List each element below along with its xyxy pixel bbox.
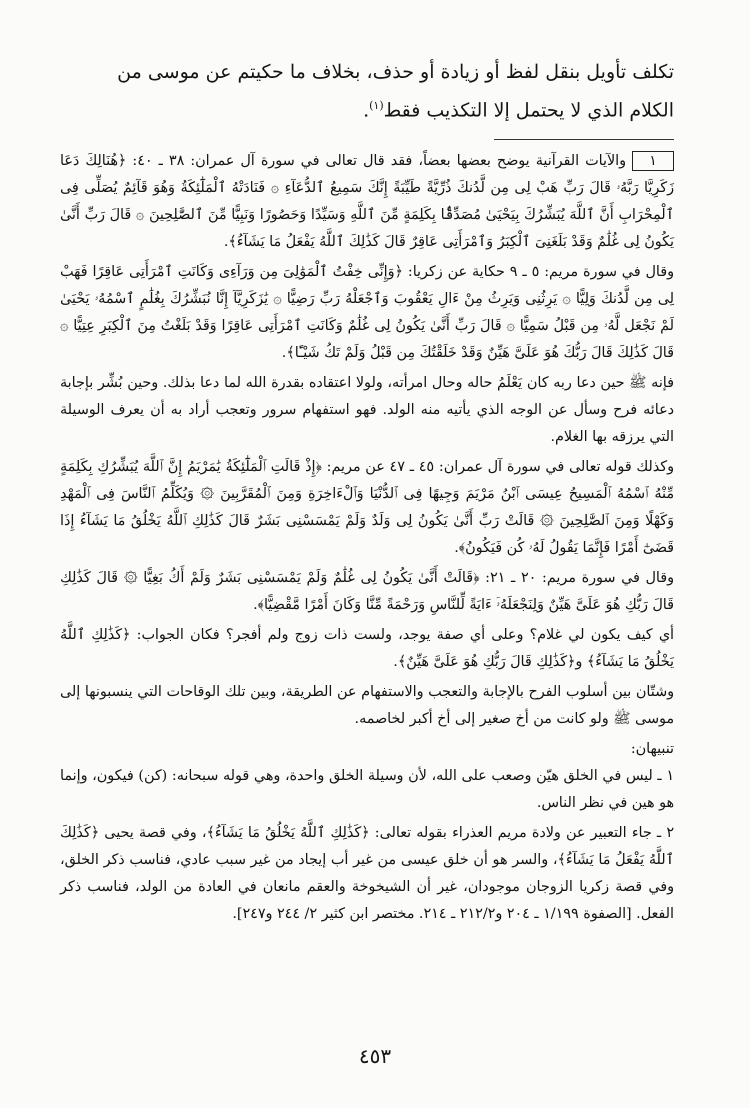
footnote-marker: (١) <box>369 99 384 112</box>
quran-verse: ﴿هُنَالِكَ دَعَا زَكَرِيَّا رَبَّهُۥ قَالَ رَبِّ هَبْ لِى مِن لَّدُنكَ ذُرِّيَّةً طَيِّبَةً إِنَّكَ سَمِيعُ ٱلدُّعَآءِ ۞ فَنَادَتْهُ ٱلْمَلَٰٓئِكَةُ وَهُوَ قَآئِمٌ يُصَلِّى فِى ٱلْمِحْرَابِ أَنَّ ٱللَّهَ يُبَشِّرُكَ بِيَحْيَىٰ مُصَدِّقًۢا بِكَلِمَةٍ مِّنَ ٱللَّهِ وَسَيِّدًا وَحَصُورًا وَنَبِيًّا مِّنَ ٱلصَّٰلِحِينَ ۞ قَالَ رَبِّ أَنَّىٰ يَكُونُ لِى غُلَٰمٌ وَقَدْ بَلَغَنِىَ ٱلْكِبَرُ وَٱمْرَأَتِى عَاقِرٌ قَالَ كَذَٰلِكَ ٱللَّهُ يَفْعَلُ مَا يَشَآءُ﴾. <box>60 153 674 251</box>
main-text <box>60 56 674 127</box>
footnote-paragraph-3: فإنه ﷺ حين دعا ربه كان يَعْلَمُ حاله وحال امرأته، ولولا اعتقاده بقدرة الله لما دعا بذلك. وحين بُشِّر بإجابة دعائه فرح وسأل عن الوجه الذي يأتيه منه الولد. فهو استفهام سرور وتعجب أراد به أن يعرف الوسيلة التي يرزقه بها الغلام. <box>60 375 674 446</box>
quran-verse: ﴿وَإِنِّى خِفْتُ ٱلْمَوَٰلِىَ مِن وَرَآءِى وَكَانَتِ ٱمْرَأَتِى عَاقِرًا فَهَبْ لِى مِن لَّدُنكَ وَلِيًّا ۞ يَرِثُنِى وَيَرِثُ مِنْ ءَالِ يَعْقُوبَ وَٱجْعَلْهُ رَبِّ رَضِيًّا ۞ يَٰزَكَرِيَّآ إِنَّا نُبَشِّرُكَ بِغُلَٰمٍ ٱسْمُهُۥ يَحْيَىٰ لَمْ نَجْعَل لَّهُۥ مِن قَبْلُ سَمِيًّا ۞ قَالَ رَبِّ أَنَّىٰ يَكُونُ لِى غُلَٰمٌ وَكَانَتِ ٱمْرَأَتِى عَاقِرًا وَقَدْ بَلَغْتُ مِنَ ٱلْكِبَرِ عِتِيًّا ۞ قَالَ كَذَٰلِكَ قَالَ رَبُّكَ هُوَ عَلَىَّ هَيِّنٌ وَقَدْ خَلَقْتُكَ مِن قَبْلُ وَلَمْ تَكُ شَيْـًٔا﴾. <box>60 264 674 362</box>
note-2: ٢ ـ جاء التعبير عن ولادة مريم العذراء بقوله تعالى: ﴿كَذَٰلِكِ ٱللَّهُ يَخْلُقُ مَا يَشَآءُ﴾، وفي قصة يحيى ﴿كَذَٰلِكَ ٱللَّهُ يَفْعَلُ مَا يَشَآءُ﴾، والسر هو أن خلق عيسى من غير أب إيجاد من غير سبب عادي، فناسب ذكر الخلق، وفي قصة زكريا الزوجان موجودان، غير أن الشيخوخة والعقم مانعان في العادة من الولد، فناسب ذكر الفعل. [الصفوة ١/١٩٩ ـ ٢٠٤ و٢١٢/٢ ـ ٢١٤. مختصر ابن كثير ٢/ ٢٤٤ و٢٤٧]. <box>60 825 674 923</box>
main-line-2-end: . <box>363 99 370 122</box>
footnote-paragraph-6: أي كيف يكون لي غلام؟ وعلى أي صفة يوجد، ولست ذات زوج ولم أفجر؟ فكان الجواب: ﴿كَذَٰلِكِ ٱللَّهُ يَخْلُقُ مَا يَشَآءُ﴾ و﴿كَذَٰلِكِ قَالَ رَبُّكِ هُوَ عَلَىَّ هَيِّنٌ﴾. <box>60 627 674 671</box>
footnote-paragraph-4 <box>60 454 674 562</box>
main-line-1: تكلف تأويل بنقل لفظ أو زيادة أو حذف، بخلاف ما حكيتم عن موسى من <box>117 61 674 83</box>
footnote-number-box: ١ <box>632 151 674 171</box>
footnote-paragraph-5 <box>60 565 674 619</box>
quran-verse: ﴿إِذْ قَالَتِ ٱلْمَلَٰٓئِكَةُ يَٰمَرْيَمُ إِنَّ ٱللَّهَ يُبَشِّرُكِ بِكَلِمَةٍ مِّنْهُ ٱسْمُهُ ٱلْمَسِيحُ عِيسَى ٱبْنُ مَرْيَمَ وَجِيهًا فِى ٱلدُّنْيَا وَٱلْءَاخِرَةِ وَمِنَ ٱلْمُقَرَّبِينَ ۞ وَيُكَلِّمُ ٱلنَّاسَ فِى ٱلْمَهْدِ وَكَهْلًا وَمِنَ ٱلصَّٰلِحِينَ ۞ قَالَتْ رَبِّ أَنَّىٰ يَكُونُ لِى وَلَدٌ وَلَمْ يَمْسَسْنِى بَشَرٌ قَالَ كَذَٰلِكِ ٱللَّهُ يَخْلُقُ مَا يَشَآءُ إِذَا قَضَىٰٓ أَمْرًا فَإِنَّمَا يَقُولُ لَهُۥ كُن فَيَكُونُ﴾. <box>60 459 674 557</box>
fn-p2-intro: وقال في سورة مريم: ٥ ـ ٩ حكاية عن زكريا: <box>407 264 675 281</box>
footnote-paragraph-2 <box>60 259 674 367</box>
footnote-paragraph-1 <box>60 148 674 256</box>
page-number: ٤٥٣ <box>358 1044 392 1068</box>
note-1: ١ ـ ليس في الخلق هيّن وصعب على الله، لأن وسيلة الخلق واحدة، وهي قوله سبحانه: (كن) فيكون، وإنما هو هين في نظر الناس. <box>60 768 674 812</box>
footnotes <box>60 148 674 928</box>
fn-p4-intro: وكذلك قوله تعالى في سورة آل عمران: ٤٥ ـ ٤٧ عن مريم: <box>326 459 674 476</box>
notes-title: تنبيهان: <box>630 741 674 758</box>
fn-p1-intro: والآيات القرآنية يوضح بعضها بعضاً، فقد قال تعالى في سورة آل عمران: ٣٨ ـ ٤٠: <box>132 153 627 170</box>
footnote-paragraph-7: وشتّان بين أسلوب الفرح بالإجابة والتعجب والاستفهام عن الطريقة، وبين تلك الوقاحات التي ينسبونها إلى موسى ﷺ ولو كانت من أخ صغير إلى أخ أكبر لخاصمه. <box>60 684 674 728</box>
main-line-2: الكلام الذي لا يحتمل إلا التكذيب فقط <box>383 99 674 122</box>
footnote-separator <box>494 139 674 140</box>
quran-verse: ﴿قَالَتْ أَنَّىٰ يَكُونُ لِى غُلَٰمٌ وَلَمْ يَمْسَسْنِى بَشَرٌ وَلَمْ أَكُ بَغِيًّا ۞ قَالَ كَذَٰلِكِ قَالَ رَبُّكِ هُوَ عَلَىَّ هَيِّنٌ وَلِنَجْعَلَهُۥٓ ءَايَةً لِّلنَّاسِ وَرَحْمَةً مِّنَّا وَكَانَ أَمْرًا مَّقْضِيًّا﴾. <box>60 570 674 614</box>
fn-p5-intro: وقال في سورة مريم: ٢٠ ـ ٢١: <box>485 570 675 587</box>
